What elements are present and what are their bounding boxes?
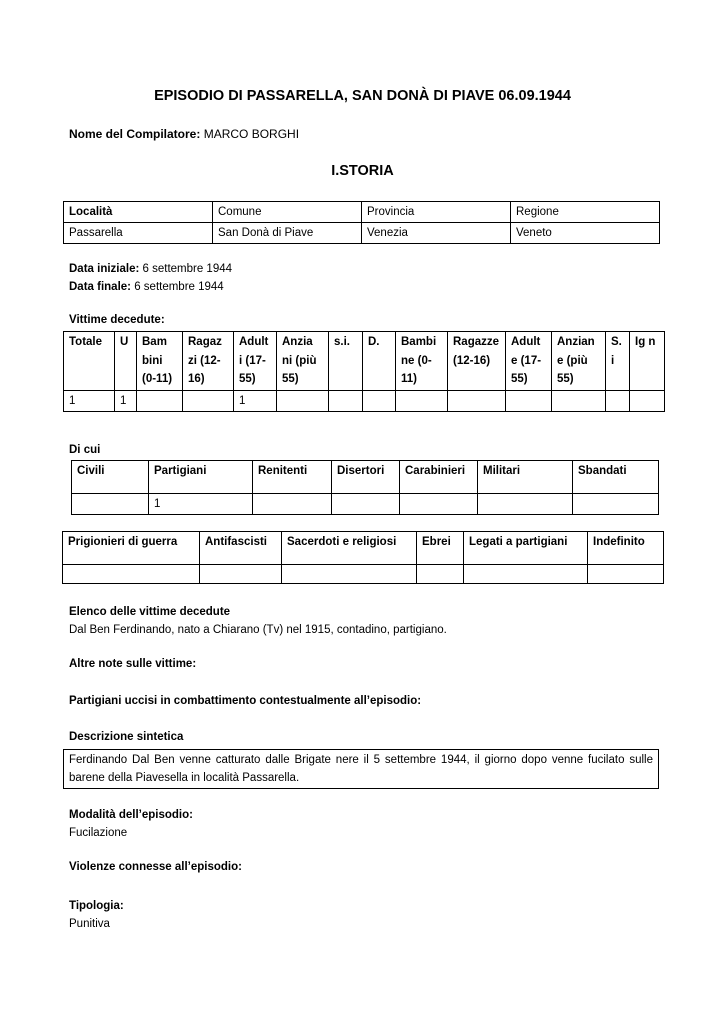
victims-header: Adult i (17-55) [234,332,277,391]
victims-cell [506,390,552,412]
categories-cell [282,565,417,584]
victims-cell [396,390,448,412]
violence-label: Violenze connesse all’episodio: [69,861,242,873]
start-date-value: 6 settembre 1944 [142,263,233,275]
header-comune: Comune [213,202,362,223]
typology-label: Tipologia: [69,900,124,912]
typology-value: Punitiva [69,918,110,930]
other-notes-label: Altre note sulle vittime: [69,658,197,670]
di-cui-cell [253,494,332,515]
victims-table [63,331,665,412]
modality-section [69,806,193,842]
di-cui-header: Carabinieri [400,461,478,494]
start-date-label: Data iniziale: [69,263,140,275]
categories-cell [200,565,282,584]
victims-list-text: Dal Ben Ferdinando, nato a Chiarano (Tv) nel 1915, contadino, partigiano. [69,624,447,636]
di-cui-cell [332,494,400,515]
modality-value: Fucilazione [69,827,128,839]
victims-label: Vittime decedute: [69,314,165,326]
victims-header: Totale [64,332,115,391]
victims-header: D. [363,332,396,391]
di-cui-header: Disertori [332,461,400,494]
categories-cell [588,565,664,584]
di-cui-cell [72,494,149,515]
di-cui-header: Partigiani [149,461,253,494]
victims-header: Bambi ne (0-11) [396,332,448,391]
victims-header: Ragazze (12-16) [448,332,506,391]
di-cui-table [71,460,659,515]
value-comune: San Donà di Piave [213,223,362,244]
end-date-value: 6 settembre 1944 [134,281,224,293]
victims-cell: 1 [234,390,277,412]
di-cui-header: Civili [72,461,149,494]
compiler-line [69,127,299,141]
victims-cell [606,390,630,412]
typology-section [69,897,124,933]
victims-header: U [115,332,137,391]
victims-header: Adult e (17-55) [506,332,552,391]
value-provincia: Venezia [362,223,511,244]
value-localita: Passarella [64,223,213,244]
header-provincia: Provincia [362,202,511,223]
victims-header: Anzia ni (più 55) [277,332,329,391]
compiler-value: MARCO BORGHI [203,127,300,141]
page-title: EPISODIO DI PASSARELLA, SAN DONÀ DI PIAVE 06.09.1944 [154,88,571,104]
victims-header: Bam bini (0-11) [137,332,183,391]
victims-header: S. i [606,332,630,391]
victims-cell [552,390,606,412]
categories-header: Antifascisti [200,532,282,565]
header-localita: Località [64,202,213,223]
categories-header-row [63,532,664,565]
description-label: Descrizione sintetica [69,731,184,743]
victims-value-row [64,390,665,412]
di-cui-cell: 1 [149,494,253,515]
victims-list-section [69,603,447,639]
description-box: Ferdinando Dal Ben venne catturato dalle Brigate nere il 5 settembre 1944, il giorno dopo venne fucilato sulle barene della Piavesella in località Passarella. [63,749,659,789]
victims-cell [363,390,396,412]
victims-header-row [64,332,665,391]
di-cui-header: Renitenti [253,461,332,494]
categories-header: Legati a partigiani [464,532,588,565]
di-cui-header: Sbandati [573,461,659,494]
location-table [63,201,660,244]
start-date-line [69,260,232,278]
di-cui-cell [573,494,659,515]
location-header-row [64,202,660,223]
victims-cell [448,390,506,412]
partisans-killed-label: Partigiani uccisi in combattimento contestualmente all’episodio: [69,695,422,707]
categories-cell [417,565,464,584]
dates-block [69,260,232,296]
section-title: I.STORIA [331,163,394,179]
categories-table [62,531,664,584]
victims-header: Ragaz zi (12-16) [183,332,234,391]
categories-cell [63,565,200,584]
value-regione: Veneto [511,223,660,244]
location-value-row [64,223,660,244]
victims-cell: 1 [115,390,137,412]
categories-header: Sacerdoti e religiosi [282,532,417,565]
victims-cell [630,390,665,412]
categories-cell [464,565,588,584]
victims-header: Anzian e (più 55) [552,332,606,391]
victims-cell [329,390,363,412]
categories-value-row [63,565,664,584]
victims-cell: 1 [64,390,115,412]
categories-header: Indefinito [588,532,664,565]
categories-header: Ebrei [417,532,464,565]
di-cui-cell [478,494,573,515]
victims-cell [183,390,234,412]
di-cui-value-row [72,494,659,515]
di-cui-header: Militari [478,461,573,494]
victims-header: Ig n [630,332,665,391]
di-cui-label: Di cui [69,444,101,456]
categories-header: Prigionieri di guerra [63,532,200,565]
victims-header: s.i. [329,332,363,391]
di-cui-cell [400,494,478,515]
victims-cell [137,390,183,412]
header-regione: Regione [511,202,660,223]
modality-label: Modalità dell’episodio: [69,809,193,821]
victims-list-label: Elenco delle vittime decedute [69,606,231,618]
victims-cell [277,390,329,412]
end-date-label: Data finale: [69,281,131,293]
compiler-label: Nome del Compilatore: [69,127,201,141]
end-date-line [69,278,232,296]
di-cui-header-row [72,461,659,494]
